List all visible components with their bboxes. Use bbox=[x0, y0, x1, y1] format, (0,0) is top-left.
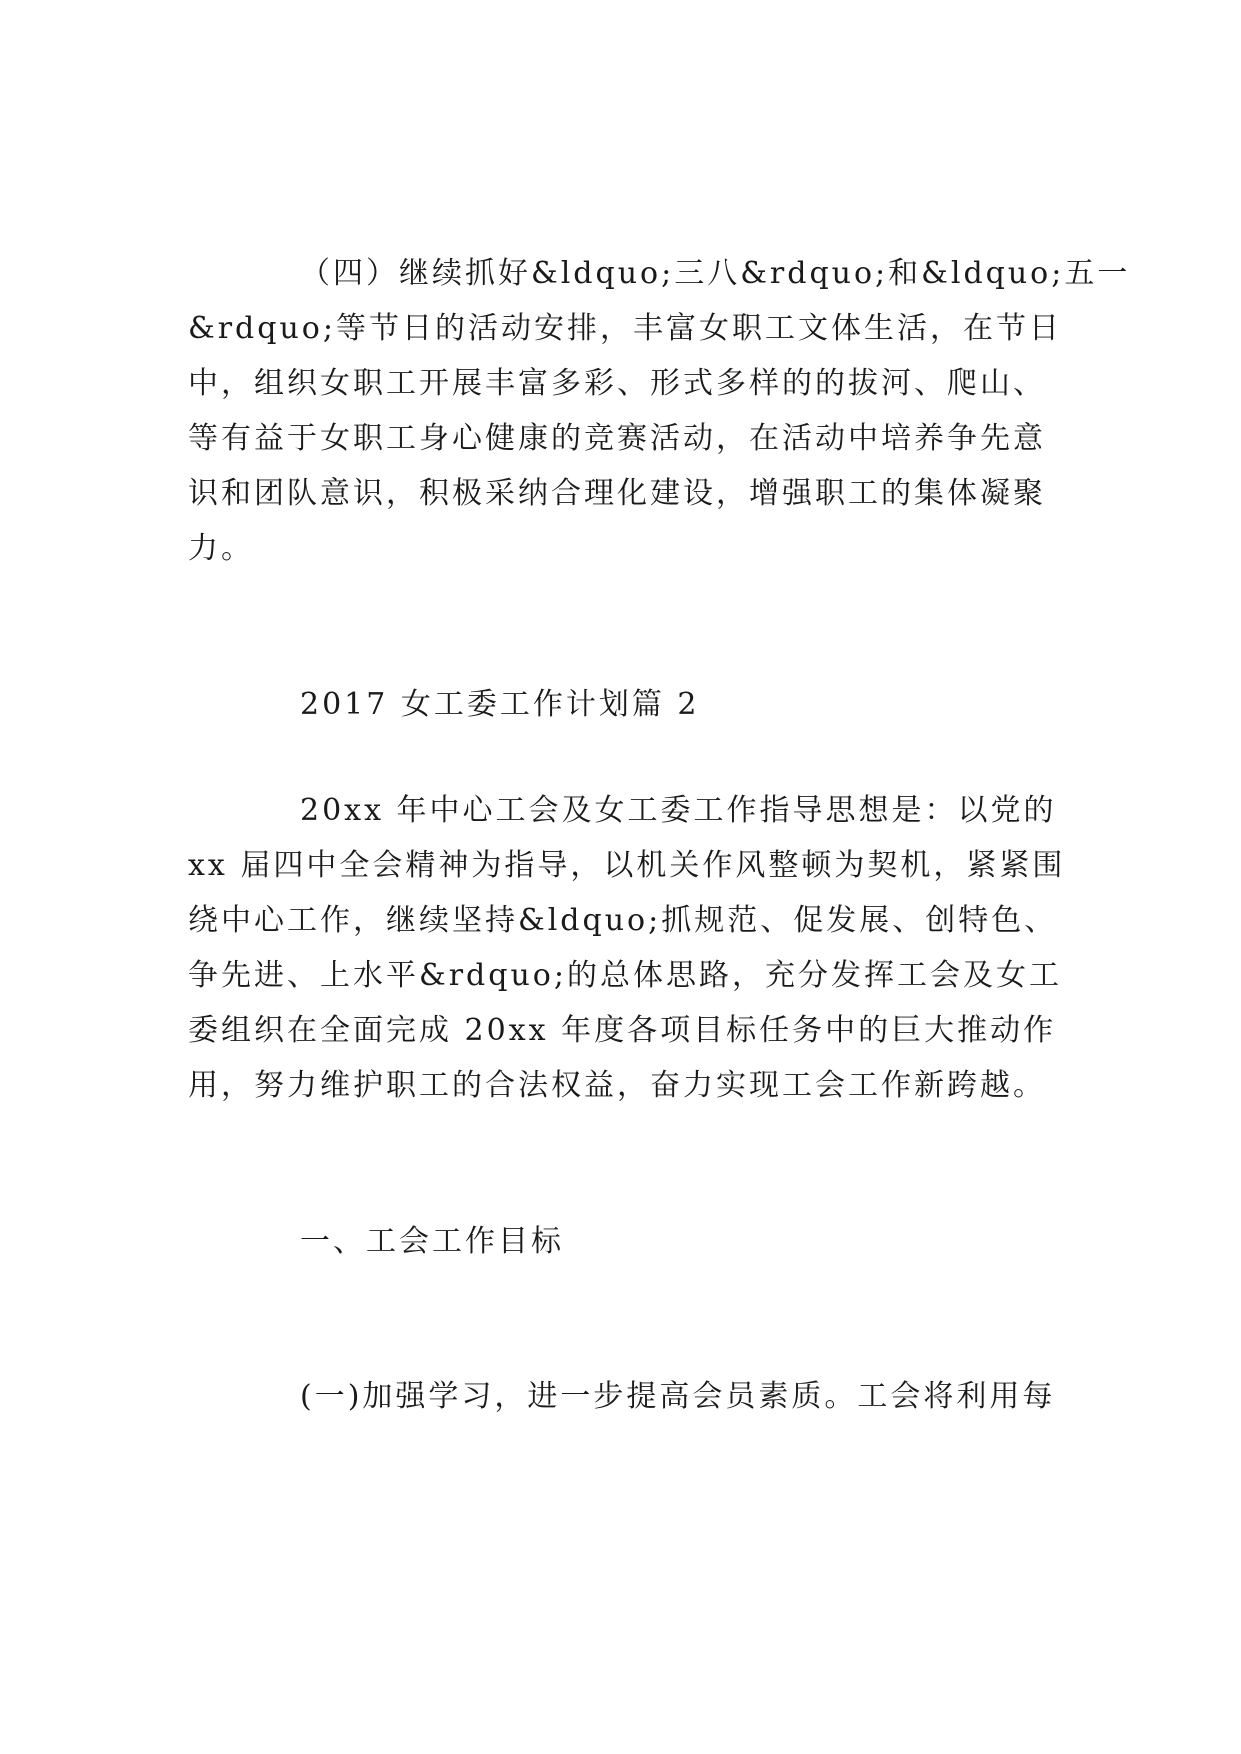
paragraph-line: 用，努力维护职工的合法权益，奋力实现工会工作新跨越。 bbox=[188, 1068, 1046, 1103]
paragraph-line: 中，组织女职工开展丰富多彩、形式多样的的拔河、爬山、 bbox=[188, 366, 1046, 401]
goal-heading: 一、工会工作目标 bbox=[300, 1224, 564, 1259]
paragraph-line: xx 届四中全会精神为指导，以机关作风整顿为契机，紧紧围 bbox=[188, 848, 1066, 883]
paragraph-line: 20xx 年中心工会及女工委工作指导思想是：以党的 bbox=[300, 793, 1057, 828]
paragraph-line: &rdquo;等节日的活动安排，丰富女职工文体生活，在节日 bbox=[188, 311, 1062, 346]
paragraph-line: （四）继续抓好&ldquo;三八&rdquo;和&ldquo;五一 bbox=[300, 256, 1131, 291]
paragraph-line: 争先进、上水平&rdquo;的总体思路，充分发挥工会及女工 bbox=[188, 958, 1062, 993]
paragraph-line: 绕中心工作，继续坚持&ldquo;抓规范、促发展、创特色、 bbox=[188, 903, 1058, 938]
paragraph-line: 识和团队意识，积极采纳合理化建设，增强职工的集体凝聚 bbox=[188, 476, 1046, 511]
section-title: 2017 女工委工作计划篇 2 bbox=[300, 687, 700, 722]
paragraph-line: 等有益于女职工身心健康的竞赛活动，在活动中培养争先意 bbox=[188, 421, 1046, 456]
paragraph-line: 委组织在全面完成 20xx 年度各项目标任务中的巨大推动作 bbox=[188, 1013, 1057, 1048]
goal-item: (一)加强学习，进一步提高会员素质。工会将利用每 bbox=[300, 1379, 1056, 1414]
paragraph-line: 力。 bbox=[188, 531, 254, 566]
